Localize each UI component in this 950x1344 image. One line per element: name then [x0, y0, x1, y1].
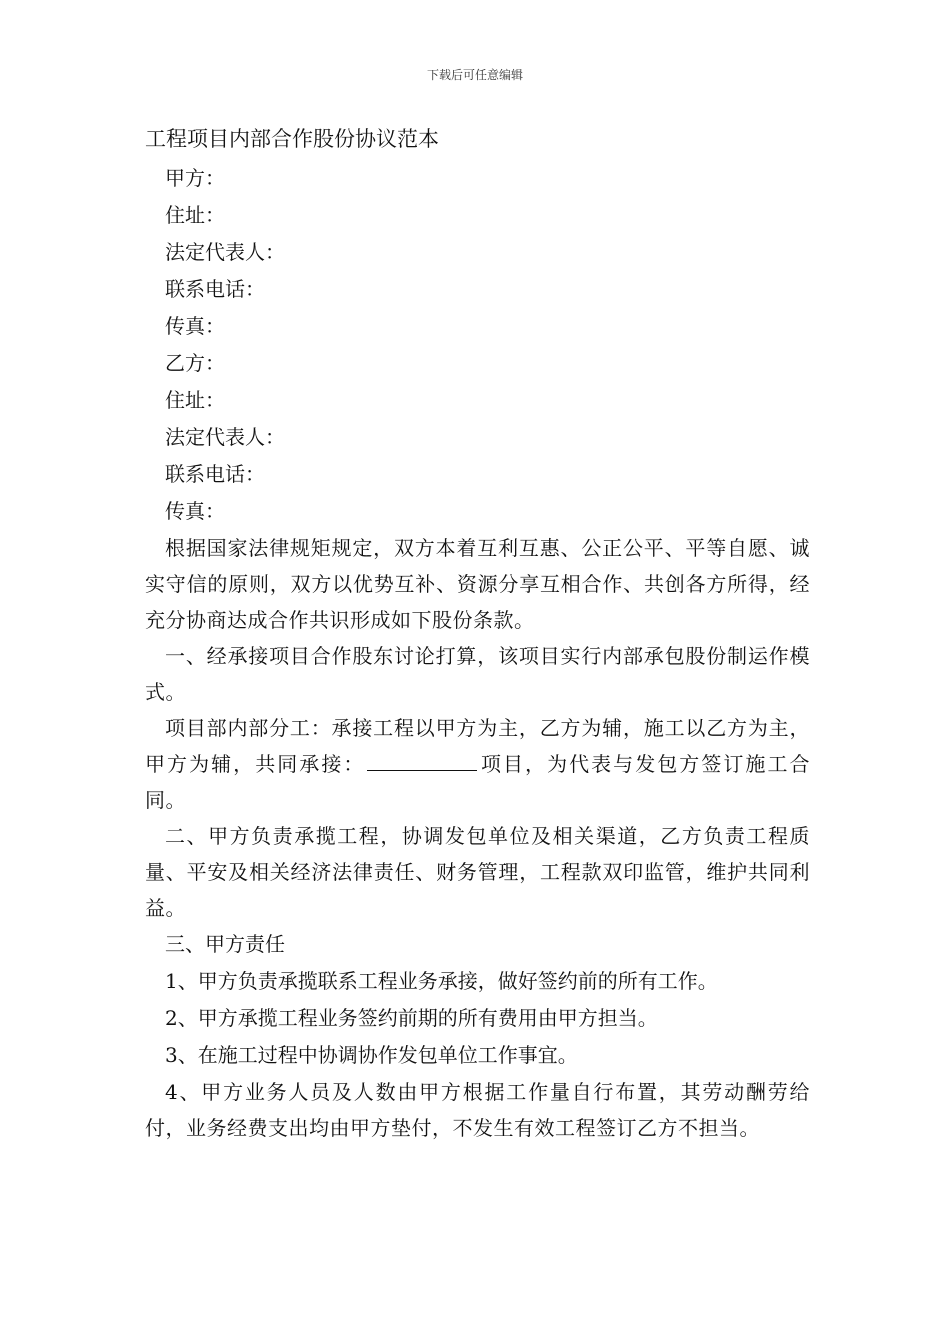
clause-division-pre: 项目部内部分工：承接工程以甲方为主，乙方为辅，施工以乙方为主，甲方为辅，共同承接：: [145, 716, 810, 776]
party-a-phone: 联系电话：: [165, 277, 265, 301]
blank-line: [367, 752, 477, 771]
party-b-fax: 传真：: [165, 499, 225, 523]
clause-2: 二、甲方负责承揽工程，协调发包单位及相关渠道，乙方负责工程质量、平安及相关经济法律责任、财务管理，工程款双印监管，维护共同利益。: [145, 824, 810, 920]
document-title: 工程项目内部合作股份协议范本: [145, 127, 439, 151]
document-body: [145, 124, 810, 1146]
clause-3-item: 4、甲方业务人员及人数由甲方根据工作量自行布置，其劳动酬劳给付，业务经费支出均由甲方垫付，不发生有效工程签订乙方不担当。: [145, 1080, 810, 1140]
party-b-legal-rep: 法定代表人：: [165, 425, 285, 449]
party-a-label: 甲方：: [165, 166, 225, 190]
intro-paragraph: 根据国家法律规矩规定，双方本着互利互惠、公正公平、平等自愿、诚实守信的原则，双方以优势互补、资源分享互相合作、共创各方所得，经充分协商达成合作共识形成如下股份条款。: [145, 536, 810, 632]
clause-3-item: 2、甲方承揽工程业务签约前期的所有费用由甲方担当。: [165, 1006, 658, 1030]
clause-3-item: 3、在施工过程中协调协作发包单位工作事宜。: [165, 1043, 578, 1067]
party-b-address: 住址：: [165, 388, 225, 412]
clause-division-post: 项目，为代表与发包方签订施工合同。: [145, 752, 811, 812]
party-a-legal-rep: 法定代表人：: [165, 240, 285, 264]
clause-3-heading: 三、甲方责任: [165, 932, 285, 956]
clause-3-item: 1、甲方负责承揽联系工程业务承接，做好签约前的所有工作。: [165, 969, 718, 993]
party-b-label: 乙方：: [165, 351, 225, 375]
party-a-address: 住址：: [165, 203, 225, 227]
clause-1: 一、经承接项目合作股东讨论打算，该项目实行内部承包股份制运作模式。: [145, 644, 810, 704]
header-note: 下载后可任意编辑: [426, 68, 523, 82]
clause-division: [145, 710, 810, 818]
party-a-fax: 传真：: [165, 314, 225, 338]
party-b-phone: 联系电话：: [165, 462, 265, 486]
